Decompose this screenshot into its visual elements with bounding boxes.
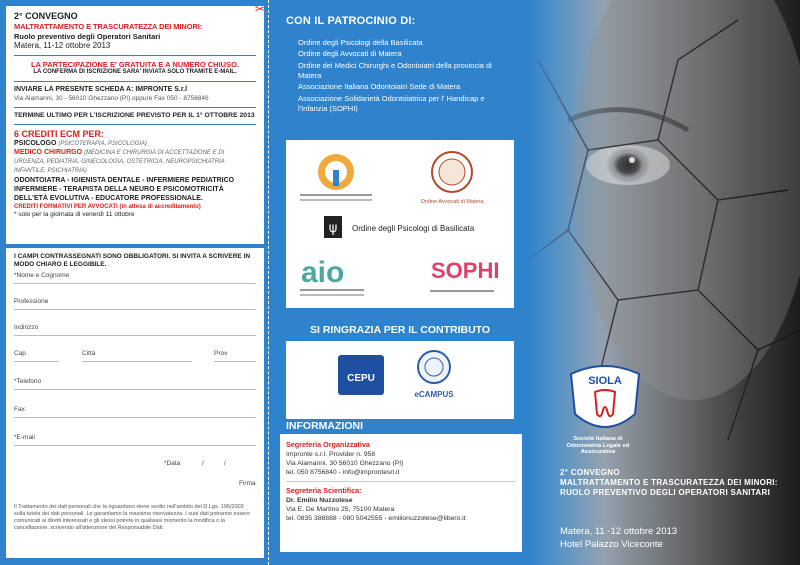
conv-title: MALTRATTAMENTO E TRASCURATEZZA DEI MINORI:	[14, 22, 203, 32]
event-info-box	[6, 6, 264, 244]
info-box	[280, 434, 522, 552]
conv-place: Matera, 11-12 ottobre 2013	[14, 41, 111, 50]
privacy-notice: Il Trattamento dei dati personali che la riguardano viene svolto nell'ambito del D.Lgs. 196/2003 sulla tutela dei dati personali. Le garantiamo la massima riservatezza. I suoi dati potranno essere comunicati ai diretti interessati e gli stessi potrete in qualsiasi momento la modifica o la cancellazione, scrivendo all'attenzione del Responsabile Dati.	[14, 504, 251, 531]
ordine-avvocati-logo	[432, 152, 472, 192]
conv-subtitle: Ruolo preventivo degli Operatori Sanitari	[14, 31, 161, 41]
cover-title-line2: RUOLO PREVENTIVO DEGLI OPERATORI SANITARI	[560, 488, 771, 497]
avvocati-label: Ordine Avvocati di Matera	[420, 199, 484, 205]
sponsors-panel	[270, 0, 528, 565]
ecampus-label: eCAMPUS	[414, 390, 454, 399]
deadline: TERMINE ULTIMO PER L'ISCRIZIONE PREVISTO PER IL 1° OTTOBRE 2013	[14, 111, 255, 119]
cap-city-row	[14, 350, 256, 362]
ecm-odonto: ODONTOIATRA - IGIENISTA DENTALE - INFERMIERE PEDIATRICO	[14, 177, 235, 185]
siola-full-name: Società Italiana di Odontoiatria Legale ed Assicurativa	[566, 436, 630, 456]
fax-field[interactable]: Fax	[14, 406, 256, 418]
ecm-infermiere: INFERMIERE - TERAPISTA DELLA NEURO E PSICOMOTRICITÀ	[14, 186, 224, 194]
date-slash-1: /	[202, 460, 204, 467]
address-field[interactable]: Indirizzo	[14, 324, 256, 336]
city-field[interactable]: Città	[82, 350, 192, 362]
ecm-psicologo-note: (PSICOTERAPIA, PSICOLOGIA)	[58, 141, 148, 148]
ecm-eta: DELL'ETÀ EVOLUTIVA - EDUCATORE PROFESSIONALE.	[14, 194, 203, 202]
aio-logo: aio	[301, 256, 345, 289]
signature-row	[14, 480, 256, 492]
name-field[interactable]: *Nome e Cognome	[14, 272, 256, 284]
send-address: Via Alamanni, 30 - 56010 Ghezzano (PI) oppure Fax 050 - 8756846	[14, 94, 209, 102]
date-label: *Data	[164, 460, 181, 467]
list-item: Ordine dei Medici Chirurghi e Odontoiatri della provincia di Matera	[298, 60, 492, 81]
psicologi-label: Ordine degli Psicologi di Basilicata	[352, 224, 475, 233]
cover-title	[560, 468, 792, 498]
sophi-logo: SOPHI	[431, 258, 500, 283]
ecampus-logo	[418, 351, 450, 383]
patronage-logo-art	[286, 140, 514, 308]
ecm-psicologo: PSICOLOGO	[14, 140, 57, 148]
sponsor-logo-art	[286, 341, 514, 419]
seg-org-line: Via Alamanni, 30 56010 Ghezzano (PI)	[286, 459, 404, 467]
cap-field[interactable]: Cap	[14, 350, 59, 362]
seg-sci-line: Dr. Emilio Nuzzolese	[286, 496, 353, 504]
cover-date-venue	[560, 526, 677, 552]
email-field[interactable]: *E-mail	[14, 434, 256, 446]
email-notice: LA CONFERMA DI ISCRIZIONE SARA' INVIATA SOLO TRAMITE E-MAIL.	[33, 69, 237, 76]
contrib-title: SI RINGRAZIA PER IL CONTRIBUTO	[310, 324, 491, 336]
seg-org-title: Segreteria Organizzativa	[286, 440, 370, 449]
signature-label: Firma	[239, 480, 256, 487]
siola-name: SIOLA	[588, 375, 622, 387]
phone-field[interactable]: *Telefono	[14, 378, 256, 390]
patronage-title: CON IL PATROCINIO DI:	[286, 15, 416, 27]
ecm-star: * solo per la giornata di venerdì 11 ottobre	[14, 211, 135, 219]
patronage-logos	[286, 140, 514, 308]
list-item: Ordine degli Avvocati di Matera	[298, 49, 402, 59]
conv-number: 2° CONVEGNO	[14, 11, 78, 21]
ecm-title: 6 CREDITI ECM PER:	[14, 129, 105, 140]
seg-sci-line: Via E. De Martino 25, 75100 Matera	[286, 506, 395, 514]
prov-field[interactable]: Prov	[214, 350, 256, 362]
info-title: INFORMAZIONI	[286, 420, 363, 432]
seg-sci-title: Segreteria Scientifica:	[286, 486, 362, 496]
registration-form	[6, 248, 264, 558]
seg-org-line: tel. 050 8756840 - info@improntesrl.it	[286, 469, 400, 477]
ordine-psicologi-logo	[324, 216, 342, 238]
seg-org-line: Impronte s.r.l. Provider n. 958	[286, 450, 376, 458]
ecm-medico: MEDICO CHIRURGO	[14, 149, 83, 157]
ecm-red: CREDITI FORMATIVI PER AVVOCATI (in attesa di accreditamento)	[14, 203, 201, 210]
list-item: Associazione Italiana Odontoiatri Sede di Matera	[298, 82, 461, 92]
ordine-medici-logo	[300, 154, 372, 201]
list-item: Associazione Solidarietà Odontoiatrica per l' Handicap e l'Infanzia (SOPHI)	[298, 93, 485, 114]
date-slash-2: /	[224, 460, 226, 467]
cover-title-line1: MALTRATTAMENTO E TRASCURATEZZA DEI MINORI:	[560, 478, 778, 487]
cepu-label: CEPU	[347, 373, 375, 384]
cover-conv-number: 2° CONVEGNO	[560, 468, 620, 477]
ecm-medico-note: (MEDICINA E CHIRURGIA DI ACCETTAZIONE E DI URGENZA, PEDIATRIA, GINECOLOGIA, OSTETRICIA, NEUROPSICHIATRIA INFANTILE, PSICHIATRIA)	[14, 150, 225, 174]
date-row	[14, 460, 256, 472]
form-instructions: I CAMPI CONTRASSEGNATI SONO OBBLIGATORI. SI INVITA A SCRIVERE IN MODO CHIARO E LEGGIBILE.	[14, 253, 251, 269]
profession-field[interactable]: Professione	[14, 298, 256, 310]
svg-text:ψ: ψ	[328, 221, 338, 236]
patronage-list	[298, 38, 508, 115]
free-notice: LA PARTECIPAZIONE E' GRATUITA E A NUMERO CHIUSO.	[30, 60, 240, 69]
list-item: Ordine degli Psicologi della Basilicata	[298, 38, 423, 47]
sponsor-logos	[286, 341, 514, 419]
seg-sci-line: tel. 0835 388888 - 080 5042555 - emilionuzzolese@libero.it	[286, 515, 466, 523]
send-notice: INVIARE LA PRESENTE SCHEDA A: IMPRONTE S.r.l	[14, 85, 188, 93]
cover-venue: Hotel Palazzo Viceconte	[560, 538, 663, 550]
fold-line	[268, 0, 269, 565]
scissors-icon: ✂	[255, 2, 266, 16]
registration-panel	[0, 0, 270, 565]
cover-date: Matera, 11 -12 ottobre 2013	[560, 526, 678, 537]
